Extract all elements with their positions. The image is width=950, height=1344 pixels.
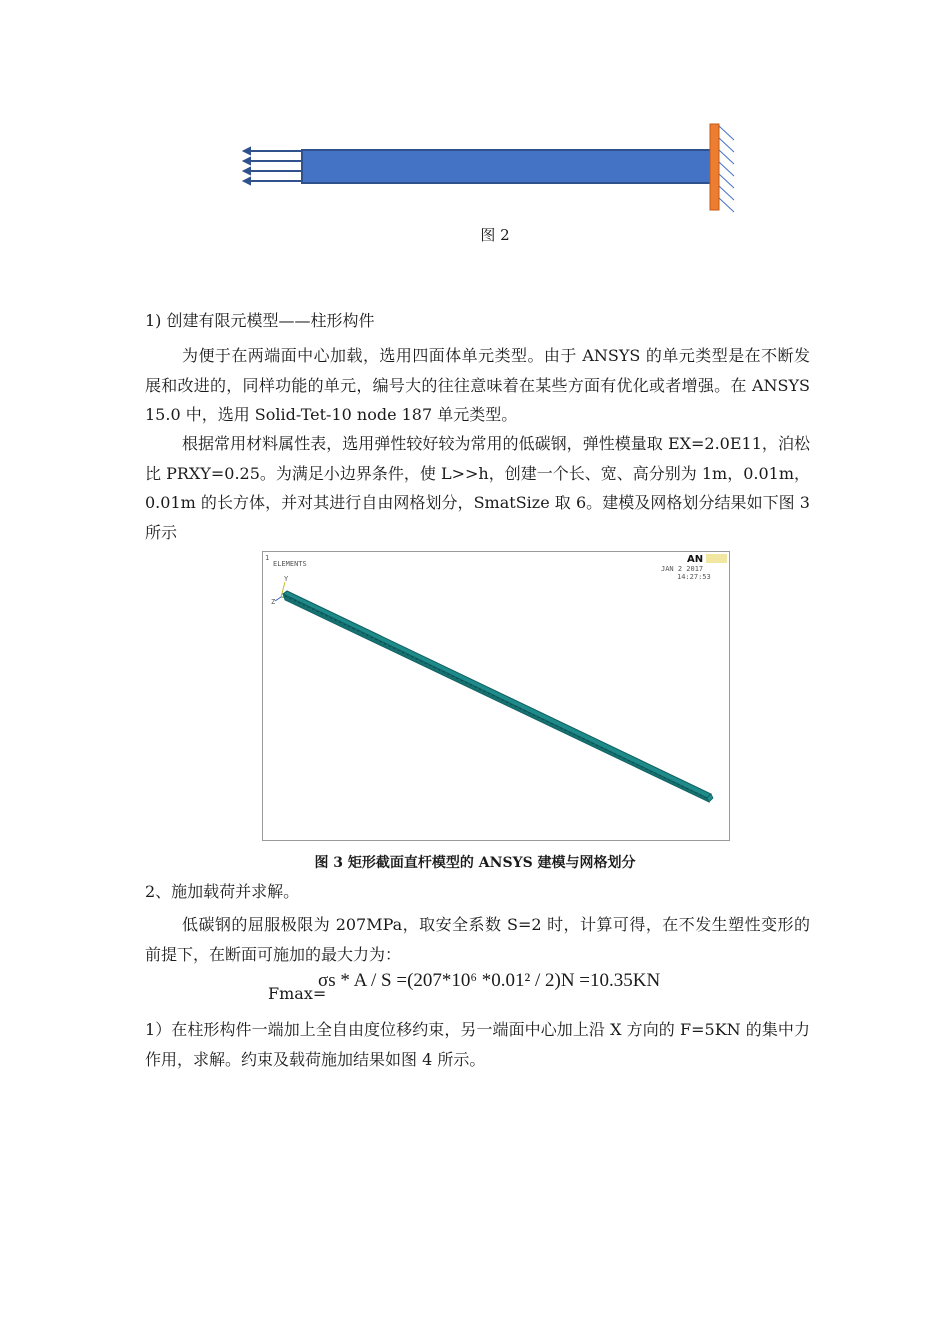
plot-date: JAN 2 2017 bbox=[661, 565, 704, 573]
beam-diagram bbox=[240, 118, 740, 218]
section1-heading: 1) 创建有限元模型——柱形构件 bbox=[145, 311, 375, 330]
figure3-caption: 图 3 矩形截面直杆模型的 ANSYS 建模与网格划分 bbox=[314, 855, 636, 871]
meshed-beam bbox=[283, 591, 711, 798]
formula-expression: σs * A / S =(207*10⁶ *0.01² / 2)N =10.35KN bbox=[318, 970, 661, 991]
window-number: 1 bbox=[265, 554, 270, 562]
ansys-logo: AN bbox=[687, 554, 704, 565]
fixed-wall bbox=[710, 124, 719, 210]
ansys-element-plot bbox=[262, 551, 730, 841]
section2-paragraph: 低碳钢的屈服极限为 207MPa，取安全系数 S=2 时，计算可得，在不发生塑性变形的前提下，在断面可施加的最大力为： bbox=[145, 915, 810, 964]
step1-paragraph: 1）在柱形构件一端加上全自由度位移约束，另一端面中心加上沿 X 方向的 F=5KN 的集中力作用，求解。约束及载荷施加结果如图 4 所示。 bbox=[145, 1020, 810, 1069]
wall-hatching bbox=[719, 126, 734, 212]
section1-paragraph2: 根据常用材料属性表，选用弹性较好较为常用的低碳钢，弹性模量取 EX=2.0E11，泊松比 PRXY=0.25。为满足小边界条件，使 L>>h，创建一个长、宽、高分别为 1m，0.01m，0.01m 的长方体，并对其进行自由网格划分，SmatSize 取 6。建模及网格划分结果如下图 3 所示 bbox=[145, 434, 810, 542]
section1-paragraph1: 为便于在两端面中心加载，选用四面体单元类型。由于 ANSYS 的单元类型是在不断发展和改进的，同样功能的单元，编号大的往往意味着在某些方面有优化或者增强。在 ANSYS 15.0 中，选用 Solid-Tet-10 node 187 单元类型。 bbox=[145, 346, 810, 424]
ansys-logo-mark bbox=[706, 554, 727, 563]
axis-z-label: Z bbox=[271, 598, 276, 606]
beam-body bbox=[302, 150, 712, 183]
plot-title: ELEMENTS bbox=[273, 560, 307, 568]
formula-label: Fmax= bbox=[268, 984, 327, 1003]
axis-y-label: Y bbox=[284, 575, 289, 583]
figure2-caption: 图 2 bbox=[480, 226, 510, 244]
section2-heading: 2、施加载荷并求解。 bbox=[145, 882, 300, 901]
plot-time: 14:27:53 bbox=[677, 573, 711, 581]
